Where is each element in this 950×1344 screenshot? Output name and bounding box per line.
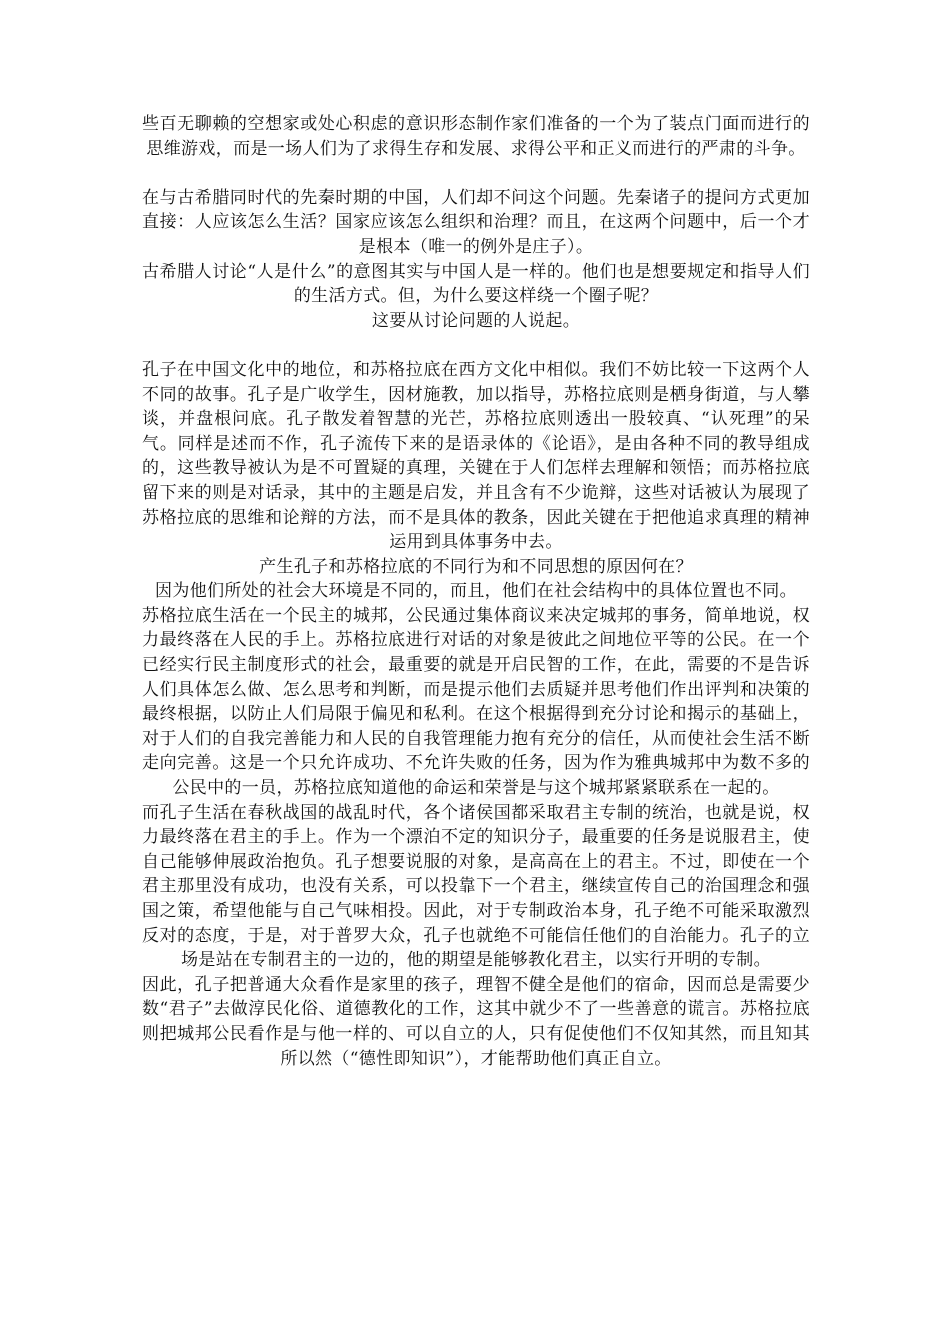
paragraph-7: 因为他们所处的社会大环境是不同的，而且，他们在社会结构中的具体位置也不同。	[155, 581, 797, 602]
paragraph-8: 苏格拉底生活在一个民主的城邦，公民通过集体商议来决定城邦的事务，简单地说，权力最终落在人民的手上。苏格拉底进行对话的对象是彼此之间地位平等的公民。在一个已经实行民主制度形式的社会，最重要的就是开启民智的工作，在此，需要的不是告诉人们具体怎么做、怎么思考和判断，而是提示他们去质疑并思考他们作出评判和决策的最终根据，以防止人们局限于偏见和私利。在这个根据得到充分讨论和揭示的基础上，对于人们的自我完善能力和人民的自我管理能力抱有充分的信任，从而使社会生活不断走向完善。这是一个只允许成功、不允许失败的任务，因为作为雅典城邦中为数不多的公民中的一员，苏格拉底知道他的命运和荣誉是与这个城邦紧紧联系在一起的。	[142, 605, 810, 799]
paragraph-gap	[142, 333, 810, 358]
paragraph-gap	[142, 161, 810, 186]
paragraph-6: 产生孔子和苏格拉底的不同行为和不同思想的原因何在？	[259, 556, 693, 577]
paragraph-10: 因此，孔子把普通大众看作是家里的孩子，理智不健全是他们的宿命，因而总是需要少数“君子”去做淳民化俗、道德教化的工作，这其中就少不了一些善意的谎言。苏格拉底则把城邦公民看作是与他一样的、可以自立的人，只有促使他们不仅知其然，而且知其所以然（“德性即知识”），才能帮助他们真正自立。	[142, 974, 810, 1069]
paragraph-9: 而孔子生活在春秋战国的战乱时代，各个诸侯国都采取君主专制的统治，也就是说，权力最终落在君主的手上。作为一个漂泊不定的知识分子，最重要的任务是说服君主，使自己能够伸展政治抱负。孔子想要说服的对象，是高高在上的君主。不过，即使在一个君主那里没有成功，也没有关系，可以投靠下一个君主，继续宣传自己的治国理念和强国之策，希望他能与自己气味相投。因此，对于专制政治本身，孔子绝不可能采取激烈反对的态度，于是，对于普罗大众，孔子也就绝不可能信任他们的自治能力。孔子的立场是站在专制君主的一边的，他的期望是能够教化君主，以实行开明的专制。	[142, 802, 810, 971]
paragraph-1: 些百无聊赖的空想家或处心积虑的意识形态制作家们准备的一个为了装点门面而进行的思维游戏，而是一场人们为了求得生存和发展、求得公平和正义而进行的严肃的斗争。	[142, 114, 810, 159]
document-page	[142, 112, 810, 1071]
paragraph-4: 这要从讨论问题的人说起。	[371, 310, 581, 331]
paragraph-3: 古希腊人讨论“人是什么”的意图其实与中国人是一样的。他们也是想要规定和指导人们的生活方式。但，为什么要这样绕一个圈子呢？	[142, 261, 810, 307]
paragraph-5: 孔子在中国文化中的地位，和苏格拉底在西方文化中相似。我们不妨比较一下这两个人不同的故事。孔子是广收学生，因材施教，加以指导，苏格拉底则是栖身街道，与人攀谈，并盘根问底。孔子散发着智慧的光芒，苏格拉底则透出一股较真、“认死理”的呆气。同样是述而不作，孔子流传下来的是语录体的《论语》，是由各种不同的教导组成的，这些教导被认为是不可置疑的真理，关键在于人们怎样去理解和领悟；而苏格拉底留下来的则是对话录，其中的主题是启发，并且含有不少诡辩，这些对话被认为展现了苏格拉底的思维和论辩的方法，而不是具体的教条，因此关键在于把他追求真理的精神运用到具体事务中去。	[142, 359, 810, 553]
paragraph-2: 在与古希腊同时代的先秦时期的中国，人们却不问这个问题。先秦诸子的提问方式更加直接：人应该怎么生活？国家应该怎么组织和治理？而且，在这两个问题中，后一个才是根本（唯一的例外是庄子）。	[142, 187, 810, 257]
